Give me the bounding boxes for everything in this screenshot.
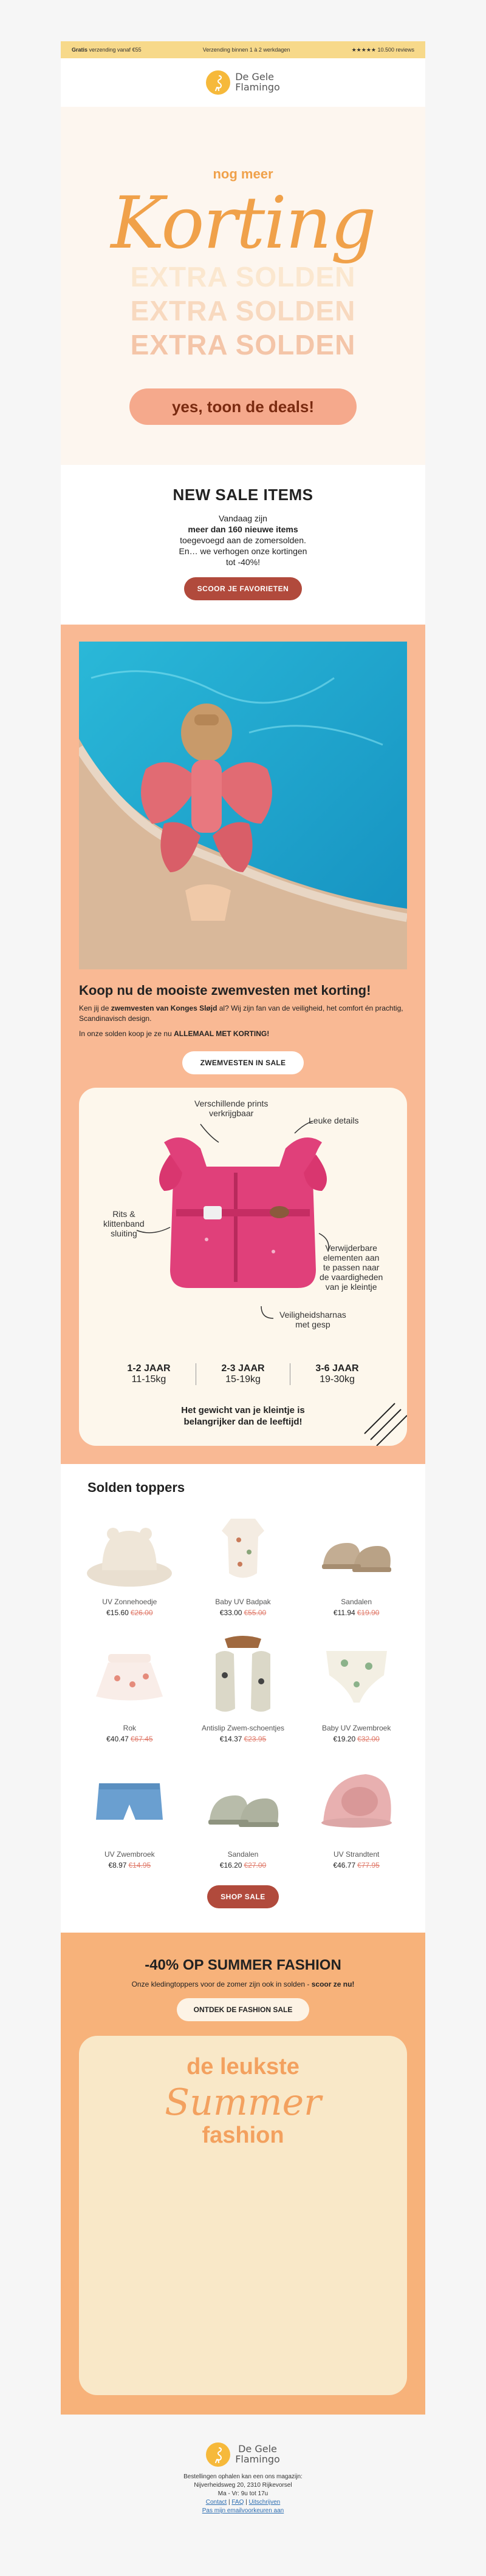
toppers-title: Solden toppers [87,1480,185,1495]
shop-sale-button[interactable]: SHOP SALE [207,1885,279,1908]
product-card[interactable]: UV Strandtent €46.77 €77.95 [299,1759,413,1869]
header-logo[interactable] [61,58,425,107]
fashion-section [61,1933,425,2415]
footer-address: Bestellingen ophalen kan een ons magazijn: Nijverheidsweg 20, 2310 Rijkevorsel Ma - Vr: 9u tot 17u [183,2473,303,2497]
pool-photo[interactable] [79,642,407,969]
swim-text-2: In onze solden koop je ze nu ALLEMAAL MET KORTING! [79,1029,270,1038]
vest-infographic[interactable] [79,1088,407,1446]
new-sale-title: NEW SALE ITEMS [173,486,313,504]
contact-link[interactable]: Contact [205,2499,227,2506]
product-card[interactable]: UV Zwembroek €8.97 €14.95 [73,1759,187,1869]
sale-toppers-section [61,1464,425,1933]
product-card[interactable]: Antislip Zwem-schoentjes €14.37 €23.95 [187,1633,300,1743]
unsubscribe-link[interactable]: Uitschrijven [248,2499,281,2506]
swim-diaper-icon [311,1633,402,1718]
size-option: 1-2 JAAR 11-15kg [102,1363,196,1385]
sun-hat-icon [84,1507,175,1591]
skirt-icon [84,1633,175,1718]
email-container [61,41,425,2576]
annotation-zipper: Rits & klittenband sluiting [103,1209,145,1238]
fashion-subtitle: Onze kledingtoppers voor de zomer zijn ook in solden - scoor ze nu! [131,1980,355,1988]
flamingo-logo-icon [206,70,230,95]
usp-reviews[interactable]: ★★★★★ 10.500 reviews [351,46,414,53]
brand-name: De Gele Flamingo [235,71,280,93]
swim-vest-section [61,625,425,1464]
product-grid [61,1496,425,1869]
swim-shoes-icon [197,1633,289,1718]
swim-title: Koop nu de mooiste zwemvesten met korting! [79,983,371,998]
sandals-icon [311,1507,402,1591]
score-favorites-button[interactable]: SCOOR JE FAVORIETEN [184,577,303,600]
swim-trunks-icon [84,1759,175,1844]
hero-repeat-1: EXTRA SOLDEN [130,261,356,293]
product-card[interactable]: Baby UV Badpak €33.00 €55.00 [187,1507,300,1617]
product-card[interactable]: Sandalen €16.20 €27.00 [187,1759,300,1869]
usp-shipping: Gratis verzending vanaf €55 [72,47,142,53]
email-preferences-link[interactable]: Pas mijn emailvoorkeuren aan [202,2507,284,2514]
fashion-sale-button[interactable]: ONTDEK DE FASHION SALE [177,1998,310,2021]
annotation-removable: Verwijderbare elementen aan te passen naar de vaardigheden van je kleintje [320,1243,383,1292]
swim-vests-sale-button[interactable]: ZWEMVESTEN IN SALE [182,1051,304,1074]
baby-swimsuit-icon [197,1507,289,1591]
hero-headline: Korting [111,181,375,265]
footer-logo[interactable] [61,2436,425,2473]
faq-link[interactable]: FAQ [231,2499,244,2506]
sandals-icon [197,1759,289,1844]
annotation-details: Leuke details [309,1116,359,1125]
fashion-title: -40% OP SUMMER FASHION [145,1957,341,1973]
swim-text-1: Ken jij de zwemvesten van Konges Sløjd al? Wij zijn fan van de veiligheid, het comfort én prachtig, Scandinavisch design. [79,1004,403,1023]
size-option: 3-6 JAAR 19-30kg [315,1363,359,1385]
hero-repeat-3: EXTRA SOLDEN [130,329,356,361]
footer-links: Contact | FAQ | Uitschrijven [205,2499,281,2506]
beach-tent-icon [311,1759,402,1844]
weight-note: Het gewicht van je kleintje is belangrijker dan de leeftijd! [181,1405,305,1427]
product-card[interactable]: Baby UV Zwembroek €19.20 €32.00 [299,1633,413,1743]
hero-banner[interactable] [61,107,425,465]
usp-bar [61,41,425,58]
product-card[interactable]: Rok €40.47 €67.45 [73,1633,187,1743]
fashion-banner[interactable]: de leukste Summer fashion [79,2036,407,2395]
show-deals-button[interactable]: yes, toon de deals! [129,388,357,425]
new-sale-text: Vandaag zijn meer dan 160 nieuwe items toegevoegd aan de zomersolden. En… we verhogen onze kortingen tot -40%! [179,514,307,567]
brand-name: De Gele Flamingo [235,2443,280,2465]
product-card[interactable]: UV Zonnehoedje €15.60 €26.00 [73,1507,187,1617]
flamingo-logo-icon [206,2442,230,2467]
size-chart [102,1363,384,1385]
annotation-prints: Verschillende prints verkrijgbaar [194,1099,269,1118]
footer [61,2415,425,2576]
hero-repeat-2: EXTRA SOLDEN [130,295,356,327]
new-sale-section [61,465,425,625]
usp-delivery: Verzending binnen 1 à 2 werkdagen [202,47,290,53]
hero-intro: nog meer [213,166,273,181]
size-option: 2-3 JAAR 15-19kg [196,1363,290,1385]
annotation-harness: Veiligheidsharnas met gesp [279,1310,346,1329]
product-card[interactable]: Sandalen €11.94 €19.90 [299,1507,413,1617]
